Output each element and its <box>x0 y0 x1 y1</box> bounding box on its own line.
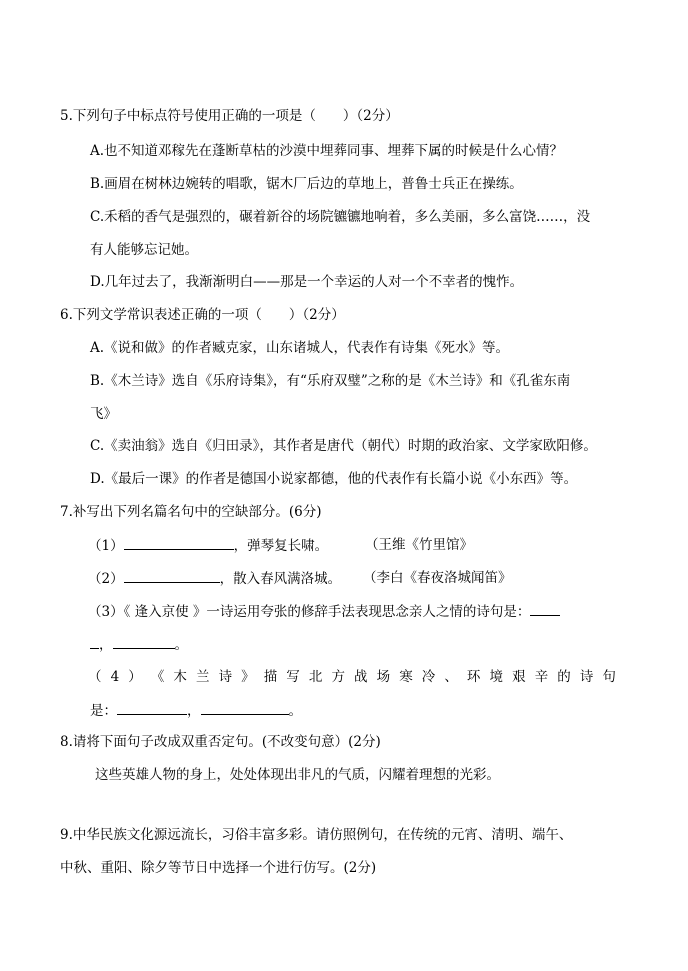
q7-item3-blank2[interactable] <box>113 634 175 649</box>
q6-stem: 6.下列文学常识表述正确的一项（ ）（2分） <box>60 307 345 323</box>
q7-item4-char: 句 <box>602 669 616 685</box>
q7-item4-char: 艰 <box>512 669 526 685</box>
q7-item1-number: （1） <box>88 538 124 554</box>
q7-item1-text: ，弹琴复长啸。 <box>233 538 329 554</box>
q7-item4-char: 环 <box>466 669 481 685</box>
q7-item4-char: 》 <box>241 669 255 685</box>
q7-item3-blank1b[interactable] <box>90 634 99 649</box>
q7-item2-number: （2） <box>88 571 124 587</box>
q5-option-c-line1: C.禾稻的香气是强烈的，碾着新谷的场院镳镳地响着，多么美丽，多么富饶……，没 <box>90 209 591 225</box>
q7-item4-char: 描 <box>263 669 278 685</box>
q7-item4-char: 场 <box>376 669 391 685</box>
q7-item3-line2 <box>90 634 188 655</box>
q7-item4-char: 诗 <box>579 669 594 685</box>
q7-item2-blank[interactable] <box>124 568 220 583</box>
q7-item1 <box>88 535 328 556</box>
q7-item4-char: 兰 <box>195 669 210 685</box>
q5-option-b: B.画眉在树林边婉转的唱歌，锯木厂后边的草地上，普鲁士兵正在操练。 <box>90 176 523 192</box>
q7-item4-comma: ， <box>187 703 201 719</box>
q7-item3-line1 <box>88 601 560 622</box>
q7-item4-blank1[interactable] <box>117 700 187 715</box>
q7-item4-char: 4 <box>110 669 120 685</box>
q7-item4-char: 冷 <box>421 669 436 685</box>
q5-stem: 5.下列句子中标点符号使用正确的一项是（ ）（2分） <box>60 108 399 124</box>
q7-item4-char: 北 <box>308 669 323 685</box>
q6-option-a: A.《说和做》的作者臧克家，山东诸城人，代表作有诗集《死水》等。 <box>90 340 510 356</box>
q7-item2-source: （李白《春夜洛城闻笛》 <box>363 570 512 586</box>
q7-item4-period: 。 <box>288 703 302 719</box>
q7-item4-char: 寒 <box>399 669 413 685</box>
q6-option-d: D.《最后一课》的作者是德国小说家都德，他的代表作有长篇小说《小东西》等。 <box>90 471 578 487</box>
q7-item4-char: 境 <box>489 669 503 685</box>
q7-item3-blank1a[interactable] <box>530 601 560 616</box>
q7-item4-char: 战 <box>354 669 368 685</box>
q5-option-c-line2: 有人能够忘记她。 <box>90 242 198 258</box>
q7-item4-blank2[interactable] <box>201 700 289 715</box>
q7-item4-char: 《 <box>150 669 165 685</box>
q7-item4-prefix: 是： <box>90 703 117 719</box>
q5-option-a: A.也不知道邓稼先在蓬断草枯的沙漠中埋葬同事、埋葬下属的时候是什么心情？ <box>90 143 564 159</box>
q7-item4-char: 的 <box>557 669 571 685</box>
q8-stem: 8.请将下面句子改成双重否定句。(不改变句意）(2分) <box>60 734 381 750</box>
q7-item4-char: 木 <box>173 669 187 685</box>
q7-item4-char: 方 <box>331 669 345 685</box>
q7-item4-char: ） <box>128 669 142 685</box>
q7-item1-source: （王维《竹里馆》 <box>365 537 473 553</box>
q5-option-d: D.几年过去了，我渐渐明白——那是一个幸运的人对一个不幸者的愧怍。 <box>90 274 524 290</box>
q9-stem-line2: 中秋、重阳、除夕等节日中选择一个进行仿写。(2分) <box>60 860 377 876</box>
q7-item2 <box>88 568 341 589</box>
q7-item4-char: 辛 <box>534 669 549 685</box>
q7-item4-char: 写 <box>286 669 300 685</box>
q6-option-c: C.《卖油翁》选自《归田录》，其作者是唐代（朝代）时期的政治家、文学家欧阳修。 <box>90 438 597 454</box>
q9-stem-line1: 9.中华民族文化源远流长，习俗丰富多彩。请仿照例句，在传统的元宵、清明、端午、 <box>60 827 573 843</box>
q7-item4-line1 <box>88 667 616 687</box>
q6-option-b-line2: 飞》 <box>90 406 117 422</box>
q7-item4-char: 诗 <box>218 669 233 685</box>
q7-item3-text: （3）《 逢入京使 》一诗运用夸张的修辞手法表现思念亲人之情的诗句是： <box>88 604 531 620</box>
q7-item4-line2 <box>90 700 302 721</box>
q7-item4-char: 、 <box>444 669 458 685</box>
q7-item4-char: （ <box>88 669 102 685</box>
q7-stem: 7.补写出下列名篇名句中的空缺部分。(6分) <box>60 504 322 520</box>
q7-item1-blank[interactable] <box>124 535 234 550</box>
q8-sentence: 这些英雄人物的身上，处处体现出非凡的气质，闪耀着理想的光彩。 <box>95 767 500 783</box>
q7-item3-period: 。 <box>174 637 188 653</box>
q6-option-b-line1: B.《木兰诗》选自《乐府诗集》，有“乐府双璧”之称的是《木兰诗》和《孔雀东南 <box>90 373 571 389</box>
q7-item3-comma: ， <box>99 637 113 653</box>
q7-item2-text: ，散入春风满洛城。 <box>219 571 342 587</box>
